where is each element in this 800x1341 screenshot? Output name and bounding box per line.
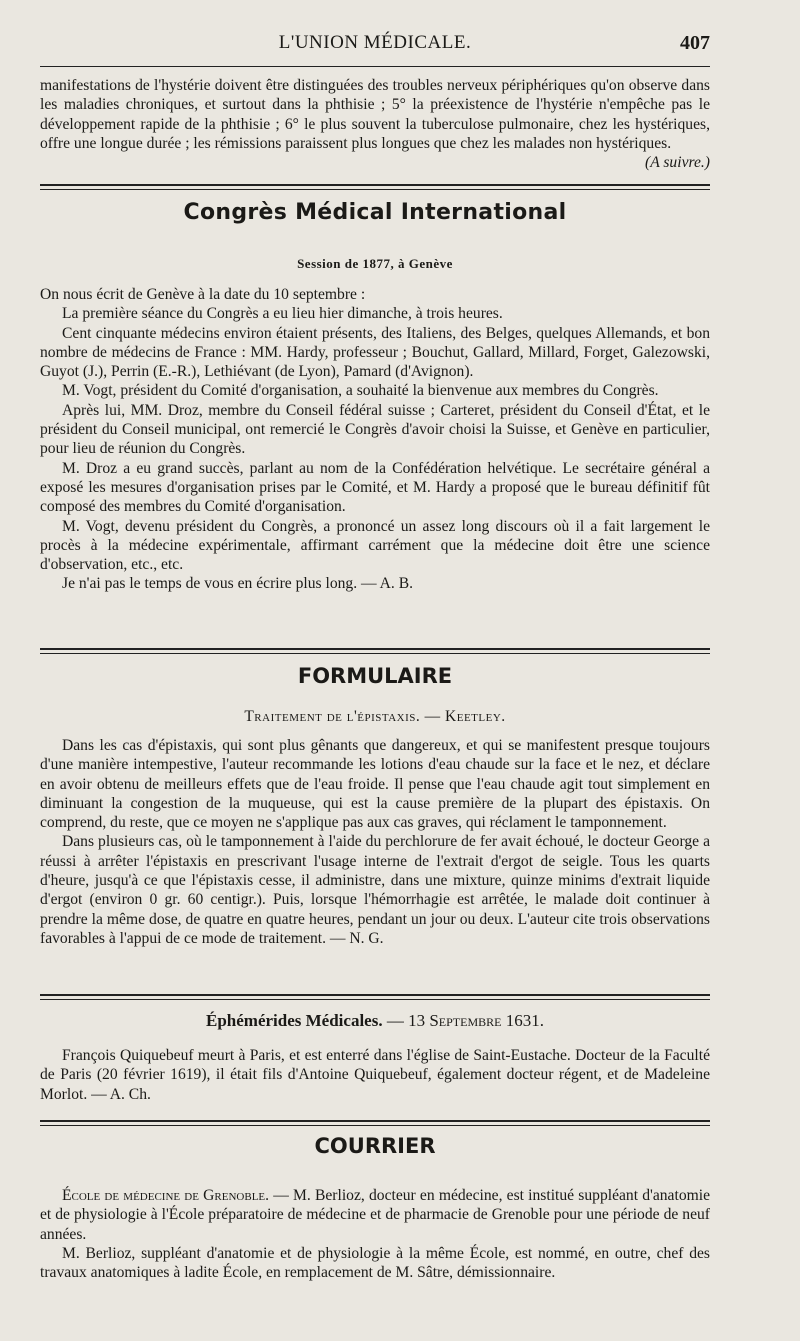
page-number: 407 — [680, 32, 710, 54]
page-header — [40, 30, 710, 60]
ephemerides-date: — 13 Septembre 1631. — [386, 1011, 544, 1030]
congres-paragraph: M. Vogt, président du Comité d'organisation, a souhaité la bienvenue aux membres du Congrès. — [62, 382, 659, 400]
congres-paragraph: M. Droz a eu grand succès, parlant au nom de la Confédération helvétique. Le secrétaire général a exposé les mesures d'organisation prises par le Comité, et M. Hardy a proposé que le bureau définitif fût composé des membres du Comité d'organisation. — [40, 459, 710, 516]
section-divider — [40, 648, 710, 654]
formulaire-paragraph: Dans plusieurs cas, où le tamponnement à l'aide du perchlorure de fer avait échoué, le docteur George a réussi à arrêter l'épistaxis en prescrivant l'usage interne de l'extrait d'ergot de seigle. Tous les quarts d'heure, jusqu'à ce que l'épistaxis cesse, il administre, dans une mixture, quinze minims d'extrait liquide d'ergot (environ 0 gr. 60 centigr.). Puis, lorsque l'hémorrhagie est arrêtée, le malade doit continuer à prendre la même dose, de quatre en quatre heures, pendant un jour ou deux. L'auteur cite trois observations favorables à l'appui de ce mode de traitement. — N. G. — [40, 833, 710, 947]
courrier-title: COURRIER — [314, 1134, 436, 1158]
courrier-body — [40, 1186, 710, 1282]
congres-paragraph: Après lui, MM. Droz, membre du Conseil fédéral suisse ; Carteret, président du Conseil d'État, et le président du Conseil municipal, ont remercié le Congrès d'avoir choisi la Suisse, et Genève en particulier, pour lieu de réunion du Congrès. — [40, 401, 710, 458]
courrier-lead: École de médecine de Grenoble. — [62, 1187, 270, 1204]
suivre-note: (A suivre.) — [645, 154, 710, 172]
congres-paragraph: M. Vogt, devenu président du Congrès, a prononcé un assez long discours où il a fait largement le procès à la médecine expérimentale, affirmant carrément que la médecine doit être une science d'observation, etc., etc. — [40, 517, 710, 574]
formulaire-title: FORMULAIRE — [297, 664, 453, 688]
courrier-text: — M. Berlioz, docteur en médecine, est institué suppléant d'anatomie et de physiologie à l'École préparatoire de médecine et de pharmacie de Grenoble pour une période de neuf années. — [40, 1187, 710, 1243]
journal-title: L'UNION MÉDICALE. — [278, 32, 472, 53]
congres-body — [40, 285, 710, 594]
section-divider — [40, 184, 710, 190]
header-rule — [40, 66, 710, 67]
courrier-paragraph — [40, 1186, 710, 1244]
section-divider — [40, 1120, 710, 1126]
ephemerides-text: François Quiquebeuf meurt à Paris, et est enterré dans l'église de Saint-Eustache. Docteur de la Faculté de Paris (20 février 1619), il était fils d'Antoine Quiquebeuf, également docteur régent, et de Madeleine Morlot. — A. Ch. — [40, 1047, 710, 1103]
formulaire-subhead: Traitement de l'épistaxis. — Keetley. — [244, 708, 506, 725]
ephemerides-heading — [40, 1011, 710, 1031]
section-divider — [40, 994, 710, 1000]
congres-paragraph: Je n'ai pas le temps de vous en écrire plus long. — A. B. — [62, 575, 414, 593]
congres-title: Congrès Médical International — [183, 200, 567, 225]
intro-text: manifestations de l'hystérie doivent être distinguées des troubles nerveux périphériques qu'on observe dans les maladies chroniques, et surtout dans la phthisie ; 5° la préexistence de l'hystérie n'empêche pas le développement rapide de la phthisie ; 6° le plus souvent la tuberculose pulmonaire, chez les hystériques, offre une longue durée ; les rémissions paraissent plus longues que chez les malades non hystériques. — [40, 77, 710, 152]
formulaire-body — [40, 736, 710, 948]
congres-paragraph: Cent cinquante médecins environ étaient présents, des Italiens, des Belges, quelques Allemands, et bon nombre de médecins de France : MM. Hardy, professeur ; Bouchut, Gallard, Millard, Forget, Galezowski, Guyot (J.), Perrin (E.-R.), Lethiévant (de Lyon), Pamard (d'Avignon). — [40, 324, 710, 381]
congres-session: Session de 1877, à Genève — [297, 256, 453, 271]
formulaire-paragraph: Dans les cas d'épistaxis, qui sont plus gênants que dangereux, et qui se manifestent presque toujours d'une manière intempestive, l'auteur recommande les lotions d'eau chaude sur la face et le nez, et déclare en avoir obtenu de meilleurs effets que de l'eau froide. Il pense que l'eau chaude agit tout simplement en diminuant la congestion de la muqueuse, qui est la cause première de la plupart des épistaxis. On comprend, du reste, que ce moyen ne s'applique pas aux cas graves, qui réclament le tamponnement. — [40, 737, 710, 832]
courrier-paragraph: M. Berlioz, suppléant d'anatomie et de physiologie à la même École, est nommé, en outre, chef des travaux anatomiques à ladite École, en remplacement de M. Sâtre, démissionnaire. — [40, 1244, 710, 1282]
intro-paragraph — [40, 76, 710, 172]
congres-paragraph: On nous écrit de Genève à la date du 10 septembre : — [40, 286, 366, 303]
congres-paragraph: La première séance du Congrès a eu lieu hier dimanche, à trois heures. — [62, 305, 503, 323]
ephemerides-title: Éphémérides Médicales. — [206, 1011, 383, 1030]
